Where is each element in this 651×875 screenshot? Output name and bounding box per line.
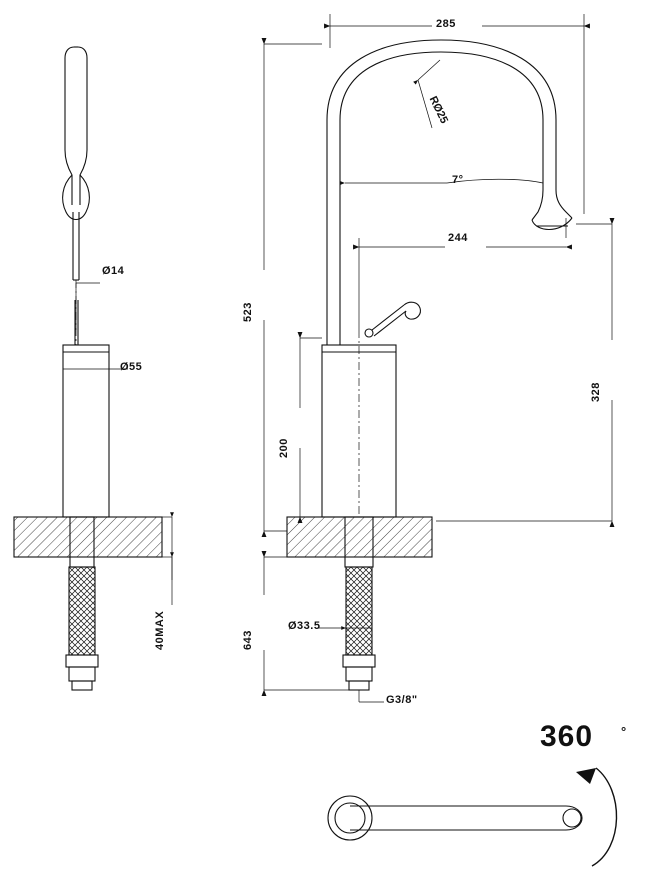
rotation-unit: ° bbox=[621, 724, 627, 739]
dim-handle-angle: 7° bbox=[452, 174, 464, 186]
dim-body-diameter: Ø55 bbox=[120, 361, 143, 373]
dim-max-thickness: 40MAX bbox=[154, 610, 166, 650]
front-view-geometry bbox=[287, 40, 572, 690]
dim-spout-height: 328 bbox=[590, 382, 602, 402]
dim-handle-bore: Ø14 bbox=[102, 265, 125, 277]
dim-thread: G3/8" bbox=[386, 694, 418, 706]
dim-spout-reach-total: 285 bbox=[436, 18, 456, 30]
dim-shank-diameter: Ø33.5 bbox=[288, 620, 321, 632]
dim-overall-height: 523 bbox=[242, 302, 254, 322]
plan-rotation-geometry bbox=[328, 768, 617, 866]
dim-body-height: 200 bbox=[278, 438, 290, 458]
dim-bend-radius: RØ25 bbox=[426, 94, 451, 126]
rotation-value: 360 bbox=[540, 720, 594, 753]
dimension-lines bbox=[63, 14, 612, 702]
dim-spout-reach-inner: 244 bbox=[448, 232, 468, 244]
dim-tail-length: 643 bbox=[242, 630, 254, 650]
